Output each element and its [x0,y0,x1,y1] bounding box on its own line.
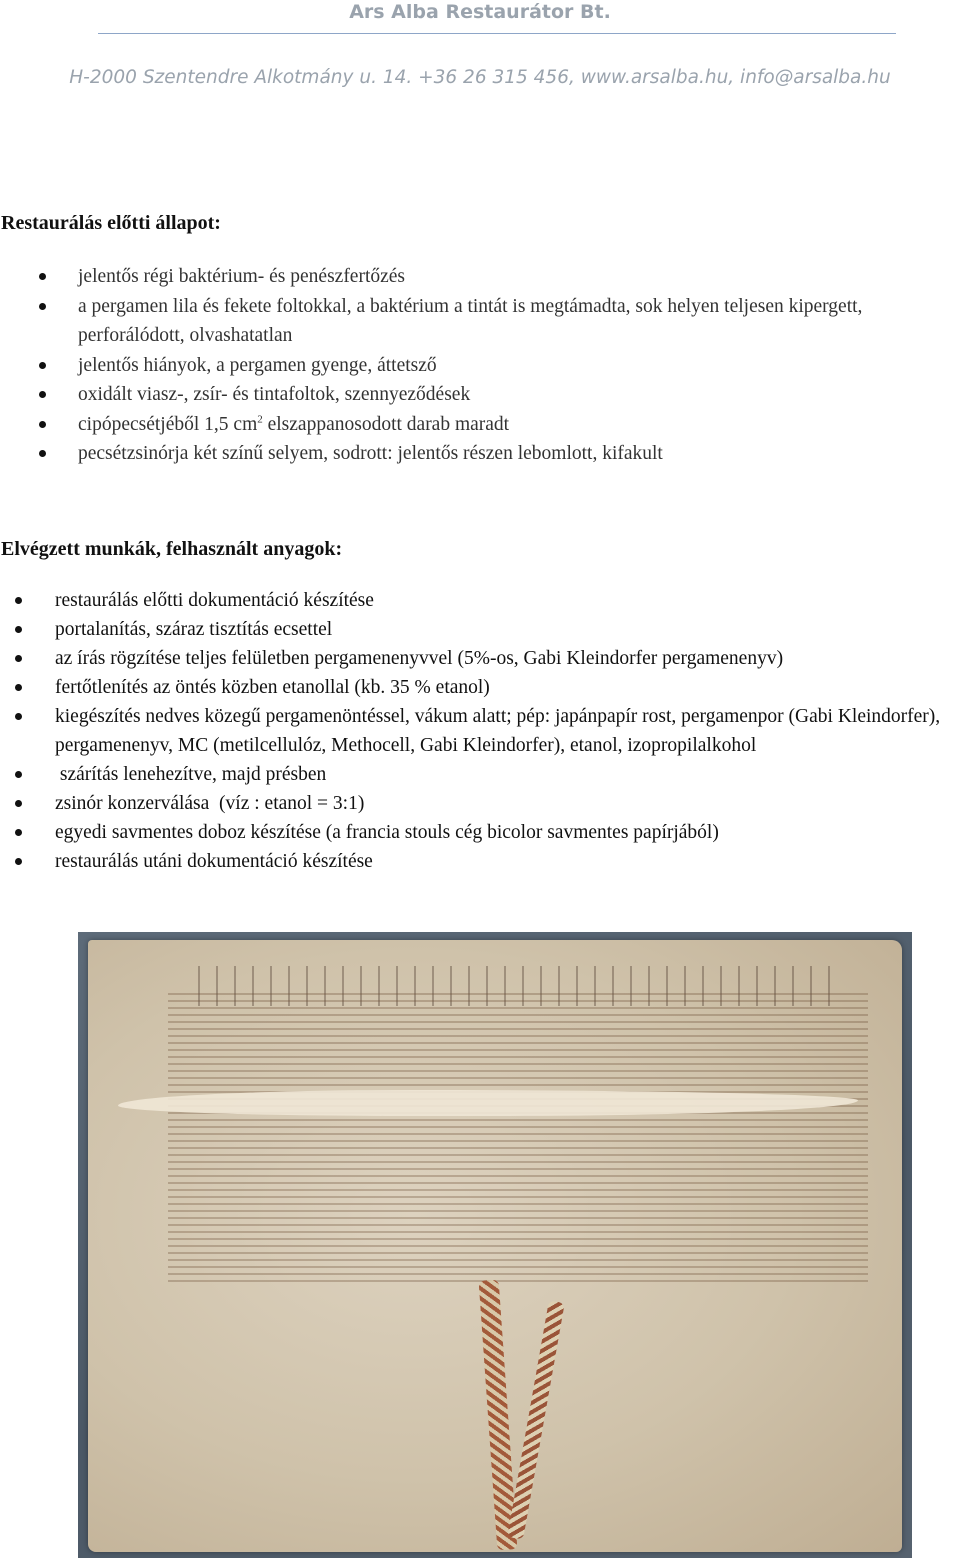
list-item: fertőtlenítés az öntés közben etanollal (kb. 35 % etanol) [55,673,960,702]
bullet-icon [15,626,22,633]
bullet-icon [39,391,46,398]
company-address: H-2000 Szentendre Alkotmány u. 14. +36 26 315 456, www.arsalba.hu, info@arsalba.hu [69,67,891,88]
list-item: az írás rögzítése teljes felületben pergamenenyvvel (5%-os, Gabi Kleindorfer pergamenenyv) [55,644,960,673]
bullet-icon [39,450,46,457]
seal-cord-strand [507,1300,564,1539]
bullet-icon [15,858,22,865]
manuscript-text-lines [168,992,868,1282]
list-item: jelentős régi baktérium- és penészfertőzés [78,262,958,292]
list-item: jelentős hiányok, a pergamen gyenge, áttetsző [78,351,958,381]
bullet-icon [15,684,22,691]
list-item: zsinór konzerválása (víz : etanol = 3:1) [55,789,960,818]
bullet-icon [39,303,46,310]
parchment-document-photo [78,932,912,1558]
bullet-icon [15,597,22,604]
bullet-icon [15,655,22,662]
bullet-icon [15,800,22,807]
list-item: szárítás lenehezítve, majd présben [55,760,960,789]
list-item: a pergamen lila és fekete foltokkal, a baktérium a tintát is megtámadta, sok helyen teljesen kipergett, perforálódott, olvashatatlan [78,292,958,351]
list-item: restaurálás utáni dokumentáció készítése [55,847,960,876]
bullet-icon [15,771,22,778]
before-heading: Restaurálás előtti állapot: [1,212,221,234]
list-item: kiegészítés nedves közegű pergamenöntéssel, vákum alatt; pép: japánpapír rost, pergamenpor (Gabi Kleindorfer), pergamenenyv, MC (metilcellulóz, Methocell, Gabi Kleindorfer), etanol, izopropilalkohol [55,702,960,760]
list-item: portalanítás, száraz tisztítás ecsettel [55,615,960,644]
list-item: cipópecsétjéből 1,5 $cm^2$ elszappanosodott darab maradt [78,410,958,440]
bullet-icon [39,421,46,428]
before-condition-list [78,262,958,469]
list-item: egyedi savmentes doboz készítése (a francia stouls cég bicolor savmentes papírjából) [55,818,960,847]
works-list [55,586,960,876]
list-item: pecsétzsinórja két színű selyem, sodrott: jelentős részen lebomlott, kifakult [78,439,958,469]
bullet-icon [39,273,46,280]
bullet-icon [15,713,22,720]
header-divider [98,33,896,34]
works-heading: Elvégzett munkák, felhasznált anyagok: [1,538,343,560]
parchment-sheet [88,940,902,1552]
list-item: restaurálás előtti dokumentáció készítése [55,586,960,615]
bullet-icon [39,362,46,369]
company-name: Ars Alba Restaurátor Bt. [349,1,611,23]
list-item: oxidált viasz-, zsír- és tintafoltok, szennyeződések [78,380,958,410]
bullet-icon [15,829,22,836]
